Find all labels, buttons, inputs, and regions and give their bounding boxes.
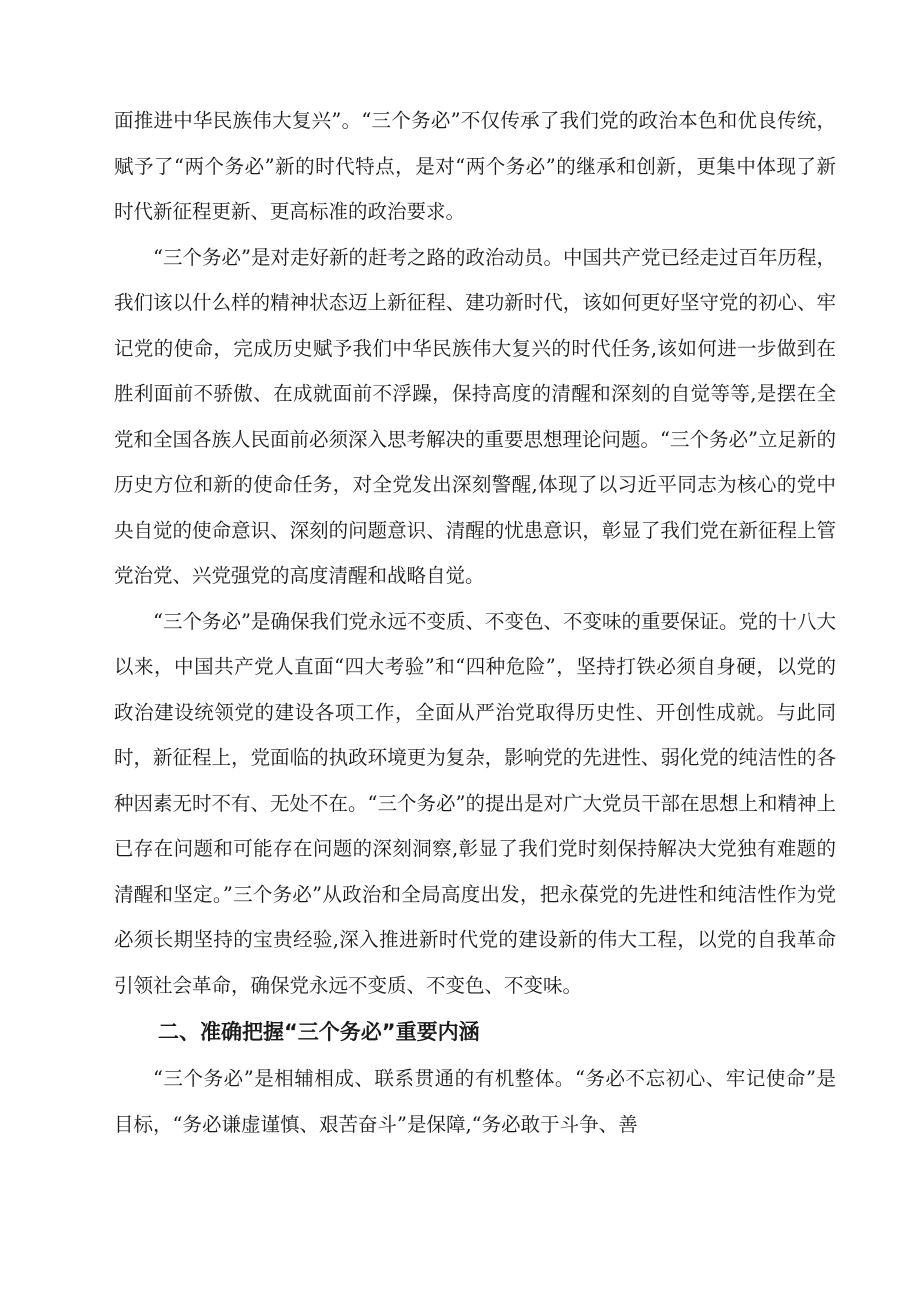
paragraph-organic-whole: “三个务必”是相辅相成、联系贯通的有机整体。“务必不忘初心、牢记使命”是目标，“务必谦虚谨慎、艰苦奋斗”是保障,“务必敢于斗争、善 bbox=[114, 1067, 836, 1136]
paragraph-political-mobilization: “三个务必”是对走好新的赶考之路的政治动员。中国共产党已经走过百年历程，我们该以什么样的精神状态迈上新征程、建功新时代，该如何更好坚守党的初心、牢记党的使命，完成历史赋予我们中华民族伟大复兴的时代任务,该如何进一步做到在胜利面前不骄傲、在成就面前不浮躁，保持高度的清醒和深刻的自觉等等,是摆在全党和全国各族人民面前必须深入思考解决的重要思想理论问题。“三个务必”立足新的历史方位和新的使命任务，对全党发出深刻警醒,体现了以习近平同志为核心的党中央自觉的使命意识、深刻的问题意识、清醒的忧患意识，彰显了我们党在新征程上管党治党、兴党强党的高度清醒和战略自觉。 bbox=[114, 245, 836, 587]
paragraph-continuation: 面推进中华民族伟大复兴”。“三个务必”不仅传承了我们党的政治本色和优良传统，赋予了“两个务必”新的时代特点，是对“两个务必”的继承和创新，更集中体现了新时代新征程更新、更高标准的政治要求。 bbox=[114, 109, 836, 223]
paragraph-important-guarantee: “三个务必”是确保我们党永远不变质、不变色、不变味的重要保证。党的十八大以来，中国共产党人直面“四大考验”和“四种危险”，坚持打铁必须自身硬，以党的政治建设统领党的建设各项工作，全面从严治党取得历史性、开创性成就。与此同时，新征程上，党面临的执政环境更为复杂，影响党的先进性、弱化党的纯洁性的各种因素无时不有、无处不在。“三个务必”的提出是对广大党员干部在思想上和精神上已存在问题和可能存在问题的深刻洞察,彰显了我们党时刻保持解决大党独有难题的清醒和坚定。”三个务必”从政治和全局高度出发，把永葆党的先进性和纯洁性作为党必须长期坚持的宝贵经验,深入推进新时代党的建设新的伟大工程，以党的自我革命引领社会革命，确保党永远不变质、不变色、不变味。 bbox=[114, 609, 836, 997]
document-page bbox=[114, 98, 836, 1147]
section-heading: 二、准确把握“三个务必”重要内涵 bbox=[158, 1020, 480, 1044]
